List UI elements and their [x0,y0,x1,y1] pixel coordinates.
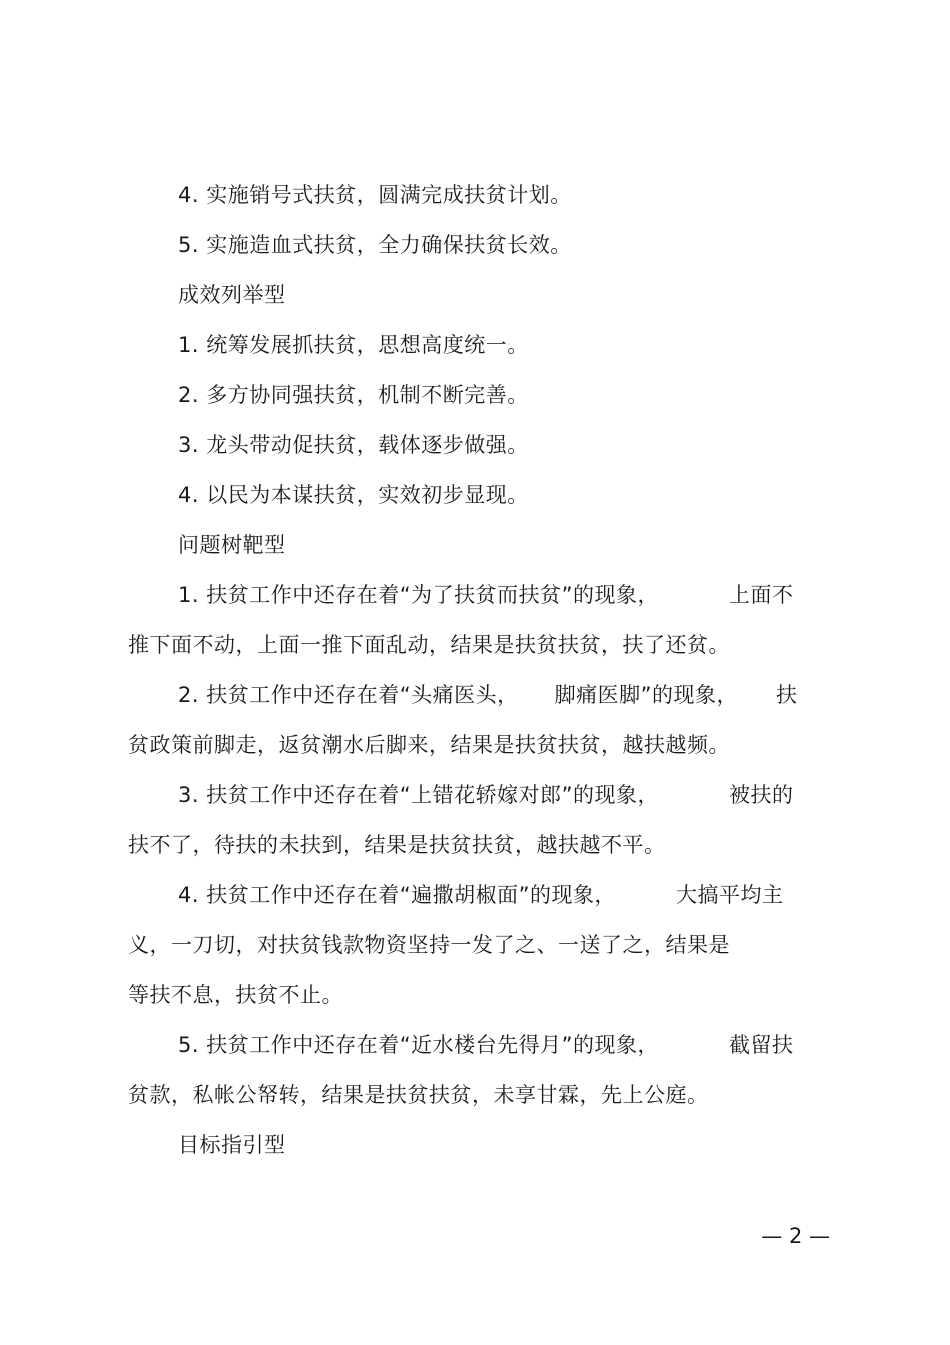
problem-5-line-2: 贫款，私帐公帑转，结果是扶贫扶贫，未享甘霖，先上公庭。 [128,1083,709,1107]
problem-2-text-mid: 脚痛医脚”的现象， [554,683,738,707]
problem-5-text-a: 5. 扶贫工作中还存在着“近水楼台先得月”的现象， [178,1033,659,1057]
paragraph-result-4: 4. 以民为本谋扶贫，实效初步显现。 [178,483,529,507]
problem-2-line-2: 贫政策前脚走，返贫潮水后脚来，结果是扶贫扶贫，越扶越频。 [128,733,730,757]
section-heading-goals: 目标指引型 [178,1133,286,1157]
problem-4-line-1 [178,880,878,910]
problem-4-text-a: 4. 扶贫工作中还存在着“遍撒胡椒面”的现象， [178,883,616,907]
problem-2-line-1 [178,680,878,710]
paragraph-result-3: 3. 龙头带动促扶贫，载体逐步做强。 [178,433,529,457]
problem-2-text-b: 扶 [775,683,798,707]
problem-5-text-b: 截留扶 [728,1033,794,1057]
section-heading-problems: 问题树靶型 [178,533,286,557]
paragraph-result-1: 1. 统筹发展抓扶贫，思想高度统一。 [178,333,529,357]
problem-1-line-1 [178,580,878,610]
page-number: — 2 — [761,1224,830,1248]
problem-1-line-2: 推下面不动，上面一推下面乱动，结果是扶贫扶贫，扶了还贫。 [128,633,730,657]
paragraph-item-4-implement: 4. 实施销号式扶贫，圆满完成扶贫计划。 [178,183,572,207]
problem-3-text-b: 被扶的 [728,783,794,807]
problem-4-line-2: 义，一刀切，对扶贫钱款物资坚持一发了之、一送了之，结果是 [128,933,730,957]
section-heading-results: 成效列举型 [178,283,286,307]
problem-3-line-2: 扶不了，待扶的未扶到，结果是扶贫扶贫，越扶越不平。 [128,833,666,857]
problem-4-text-b: 大搞平均主 [675,883,784,907]
paragraph-result-2: 2. 多方协同强扶贫，机制不断完善。 [178,383,529,407]
problem-3-line-1 [178,780,878,810]
problem-1-text-a: 1. 扶贫工作中还存在着“为了扶贫而扶贫”的现象， [178,583,659,607]
problem-2-text-a: 2. 扶贫工作中还存在着“头痛医头， [178,683,519,707]
paragraph-item-5-implement: 5. 实施造血式扶贫，全力确保扶贫长效。 [178,233,572,257]
problem-5-line-1 [178,1030,878,1060]
problem-4-line-3: 等扶不息，扶贫不止。 [128,983,343,1007]
problem-3-text-a: 3. 扶贫工作中还存在着“上错花轿嫁对郎”的现象， [178,783,659,807]
problem-1-text-b: 上面不 [728,583,794,607]
